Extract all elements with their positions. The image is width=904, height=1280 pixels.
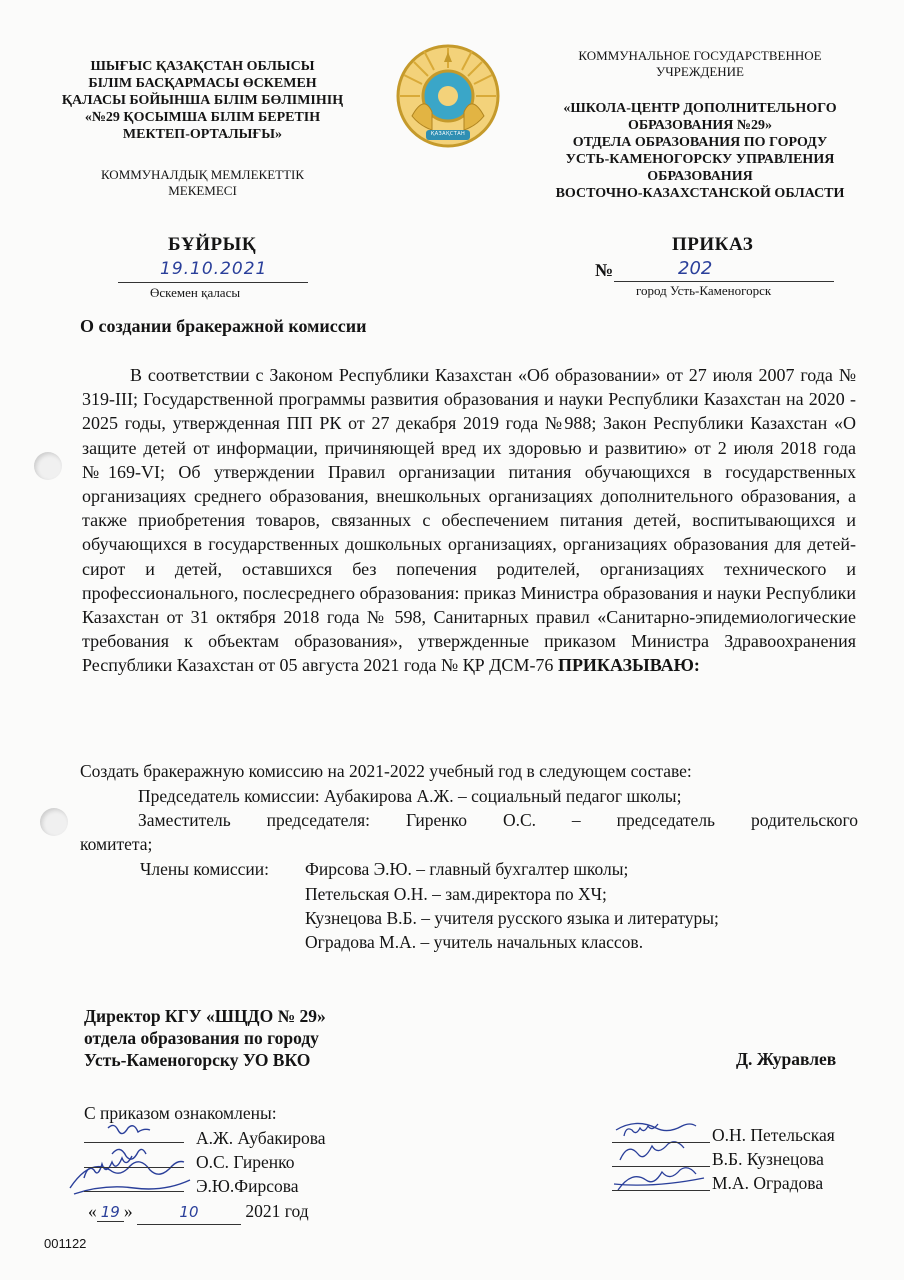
ack-date-close: » bbox=[123, 1201, 133, 1221]
header-left-type bbox=[30, 167, 375, 199]
ack-date bbox=[88, 1199, 309, 1225]
member-item: Оградова М.А. – учитель начальных классов. bbox=[305, 932, 644, 952]
number-underline bbox=[614, 281, 834, 282]
create-line: Создать бракеражную комиссию на 2021-2022 учебный год в следующем составе: bbox=[80, 761, 692, 781]
ack-date-month: 10 bbox=[137, 1200, 241, 1225]
deputy-line: Заместитель председателя: Гиренко О.С. – председатель родительского bbox=[138, 810, 858, 830]
ack-line-left bbox=[84, 1191, 184, 1192]
header-left-line: МЕКТЕП-ОРТАЛЫҒЫ» bbox=[122, 127, 283, 142]
order-preamble bbox=[82, 363, 856, 678]
city-ru: город Усть-Каменогорск bbox=[636, 283, 772, 298]
header-left-line: ҚАЛАСЫ БОЙЫНША БІЛІМ БӨЛІМІНІҢ bbox=[61, 93, 344, 108]
header-right-line: ОТДЕЛА ОБРАЗОВАНИЯ ПО ГОРОДУ bbox=[572, 135, 828, 150]
ack-line-right bbox=[612, 1166, 710, 1167]
order-title-kz: БҰЙРЫҚ bbox=[168, 234, 257, 255]
members-label: Члены комиссии: bbox=[140, 859, 269, 879]
ack-date-open: « bbox=[88, 1201, 97, 1221]
order-title-ru: ПРИКАЗ bbox=[672, 234, 754, 255]
order-subject: О создании бракеражной комиссии bbox=[80, 316, 367, 336]
header-left-line: ШЫҒЫС ҚАЗАҚСТАН ОБЛЫСЫ bbox=[90, 59, 315, 74]
order-number: 202 bbox=[678, 258, 713, 279]
member-item: Фирсова Э.Ю. – главный бухгалтер школы; bbox=[305, 859, 629, 879]
header-left-type-line: МЕКЕМЕСІ bbox=[168, 183, 237, 198]
director-line: Усть-Каменогорску УО ВКО bbox=[84, 1050, 311, 1070]
header-right-type-line: УЧРЕЖДЕНИЕ bbox=[656, 64, 744, 79]
header-right-line: ОБРАЗОВАНИЯ №29» bbox=[628, 118, 772, 133]
header-left-type-line: КОММУНАЛДЫҚ МЕМЛЕКЕТТІК bbox=[100, 167, 305, 182]
emblem-label: ҚАЗАҚСТАН bbox=[430, 131, 466, 137]
header-left-line: БІЛІМ БАСҚАРМАСЫ ӨСКЕМЕН bbox=[88, 76, 317, 91]
header-right-type bbox=[530, 48, 870, 80]
header-left-line: «№29 ҚОСЫМША БІЛІМ БЕРЕТІН bbox=[84, 110, 321, 125]
ack-name-left: А.Ж. Аубакирова bbox=[196, 1128, 326, 1148]
header-right-line: УСТЬ-КАМЕНОГОРСКУ УПРАВЛЕНИЯ bbox=[565, 152, 835, 167]
member-item: Петельская О.Н. – зам.директора по ХЧ; bbox=[305, 884, 607, 904]
director-line: Директор КГУ «ШЦДО № 29» bbox=[84, 1006, 326, 1026]
header-right-type-line: КОММУНАЛЬНОЕ ГОСУДАРСТВЕННОЕ bbox=[578, 48, 822, 63]
ack-line-left bbox=[84, 1167, 184, 1168]
signature-scribble-right bbox=[606, 1116, 718, 1198]
order-number-prefix: № bbox=[595, 260, 614, 280]
header-right-line: ОБРАЗОВАНИЯ bbox=[647, 169, 753, 184]
preamble-text: В соответствии с Законом Республики Казахстан «Об образовании» от 27 июля 2007 года № 319-III; Государственной программы развития образования и науки Республики Казахстан на 2020 - 2025 годы, утвержденная ПП РК от 27 декабря 2019 года №988; Закон Республики Казахстан «О защите детей от информации, причиняющей вред их здоровью и развитию» от 2 июля 2018 года №169-VI; Об утверждении Правил организации питания обучающихся в государственных организациях среднего образования, внешкольных организациях дополнительного образования, а также приобретения товаров, связанных с обеспечением питания детей, воспитывающихся и обучающихся в государственных дошкольных организациях, организациях образования для детей-сирот и детей, оставшихся без попечения родителей, организациях технического и профессионального, послесреднего образования: приказ Министра образования и науки Республики Казахстан от 31 октября 2018 года № 598, Санитарных правил «Санитарно-эпидемиологические требования к объектам образования», утвержденные приказом Министра Здравоохранения Республики Казахстан от 05 августа 2021 года № ҚР ДСМ-76 bbox=[82, 365, 856, 676]
ack-date-year: 2021 год bbox=[245, 1201, 309, 1221]
order-keyword: ПРИКАЗЫВАЮ: bbox=[557, 655, 700, 676]
ack-name-right: О.Н. Петельская bbox=[712, 1125, 835, 1145]
director-line: отдела образования по городу bbox=[84, 1028, 319, 1048]
ack-line-right bbox=[612, 1142, 710, 1143]
ack-date-day: 19 bbox=[97, 1203, 124, 1222]
ack-name-left: Э.Ю.Фирсова bbox=[196, 1176, 299, 1196]
ack-name-left: О.С. Гиренко bbox=[196, 1152, 295, 1172]
ack-line-left bbox=[84, 1142, 184, 1143]
punch-hole-top bbox=[34, 452, 62, 480]
ack-line-right bbox=[612, 1190, 710, 1191]
state-emblem bbox=[394, 42, 502, 150]
ack-heading: С приказом ознакомлены: bbox=[84, 1103, 277, 1123]
header-left-org bbox=[30, 58, 375, 143]
date-underline bbox=[118, 282, 308, 283]
header-right-line: «ШКОЛА-ЦЕНТР ДОПОЛНИТЕЛЬНОГО bbox=[563, 101, 837, 116]
director-block bbox=[84, 1005, 326, 1071]
chair-line: Председатель комиссии: Аубакирова А.Ж. – социальный педагог школы; bbox=[138, 786, 682, 806]
punch-hole-bottom bbox=[40, 808, 68, 836]
member-item: Кузнецова В.Б. – учителя русского языка и литературы; bbox=[305, 908, 719, 928]
ack-name-right: М.А. Оградова bbox=[712, 1173, 824, 1193]
document-code: 001122 bbox=[44, 1236, 87, 1251]
header-right-line: ВОСТОЧНО-КАЗАХСТАНСКОЙ ОБЛАСТИ bbox=[555, 186, 845, 201]
director-name: Д. Журавлев bbox=[736, 1049, 837, 1069]
signature-scribble-left bbox=[60, 1118, 200, 1208]
city-kz: Өскемен қаласы bbox=[150, 285, 241, 300]
ack-name-right: В.Б. Кузнецова bbox=[712, 1149, 824, 1169]
header-right-org bbox=[525, 100, 875, 202]
deputy-line-cont: комитета; bbox=[80, 834, 153, 854]
order-date: 19.10.2021 bbox=[160, 259, 268, 279]
